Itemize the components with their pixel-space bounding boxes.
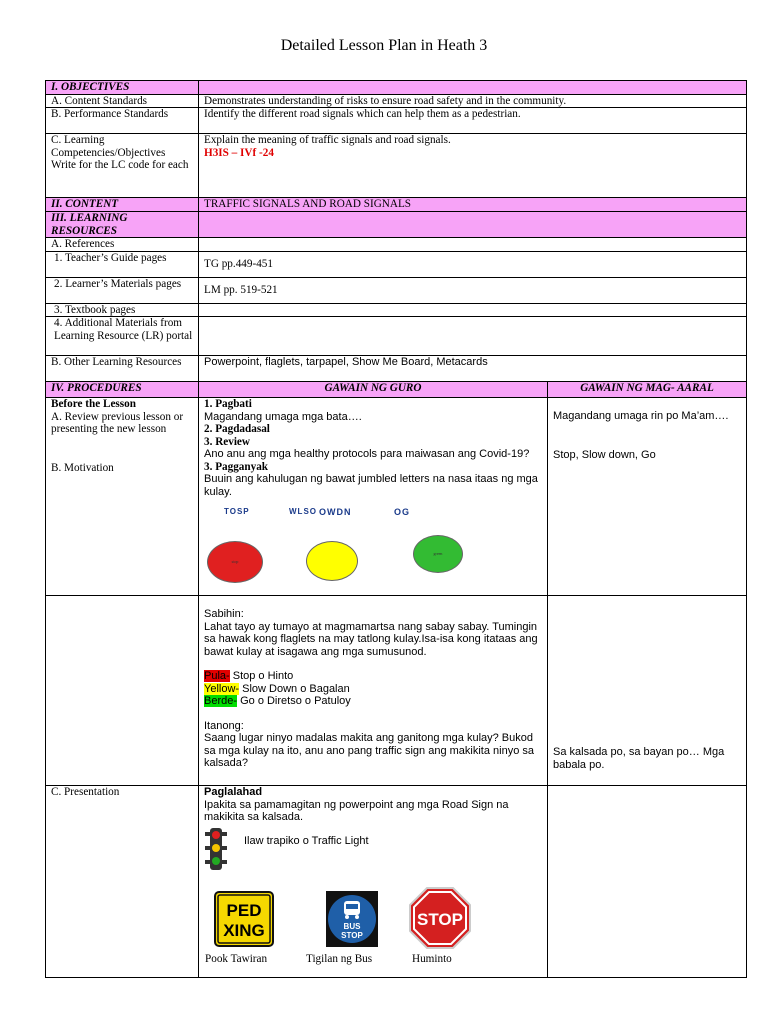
learners-materials-value: LM pp. 519-521 xyxy=(199,277,747,303)
lesson-plan-table xyxy=(45,80,747,978)
references-row xyxy=(46,238,747,252)
berde-meaning: Go o Diretso o Patuloy xyxy=(237,695,351,707)
sign-caption-1: Pook Tawiran xyxy=(205,952,268,965)
traffic-light-icon xyxy=(204,827,228,871)
performance-standards-label: B. Performance Standards xyxy=(46,108,199,134)
pagdadasal-heading: 2. Pagdadasal xyxy=(204,423,270,435)
competencies-value: Explain the meaning of traffic signals and road signals. xyxy=(204,134,451,146)
color-circles xyxy=(204,540,542,590)
sabihin-text: Lahat tayo ay tumayo at magmamartsa nang sabay sabay. Tumingin sa hawak kong flaglets na may tatlong kulay.Isa-isa kong itataas ang bawat kulay at isagawa ang mga sumusunod. xyxy=(204,620,538,658)
competency-code: H3IS – IVf -24 xyxy=(204,146,274,159)
bus-stop-sign-icon xyxy=(326,891,378,947)
student-answer: Stop, Slow down, Go xyxy=(553,448,656,461)
additional-materials-row xyxy=(46,317,747,356)
sabihin-row xyxy=(46,596,747,786)
content-standards-label: A. Content Standards xyxy=(46,94,199,108)
berde-line xyxy=(204,695,542,708)
paglalahad-heading: Paglalahad xyxy=(204,786,263,798)
performance-standards-row xyxy=(46,108,747,134)
content-standards-row xyxy=(46,94,747,108)
pula-highlight: Pula- xyxy=(204,670,230,682)
other-resources-label: B. Other Learning Resources xyxy=(46,356,199,382)
textbook-row xyxy=(46,303,747,317)
references-label: A. References xyxy=(46,238,199,252)
xing-sign-text: XING xyxy=(223,920,265,940)
textbook-value xyxy=(199,303,747,317)
resources-header-row xyxy=(46,212,747,238)
competencies-label: C. Learning Competencies/Objectives xyxy=(51,134,166,159)
content-value: TRAFFIC SIGNALS AND ROAD SIGNALS xyxy=(199,198,747,212)
competencies-label-2: Write for the LC code for each xyxy=(51,159,189,171)
paglalahad-text: Ipakita sa pamamagitan ng powerpoint ang mga Road Sign na makikita sa kalsada. xyxy=(204,798,509,823)
traffic-light-caption: Ilaw trapiko o Traffic Light xyxy=(244,834,369,847)
pagganyak-text: Buuin ang kahulugan ng bawat jumbled letters na nasa itaas ng mga kulay. xyxy=(204,473,538,498)
road-signs xyxy=(204,891,542,966)
yellow-highlight: Yellow- xyxy=(204,682,240,695)
student-activity-header: GAWAIN NG MAG- AARAL xyxy=(548,382,747,398)
yellow-circle xyxy=(306,541,358,581)
additional-materials-label: 4. Additional Materials from Learning Resource (LR) portal xyxy=(46,317,199,356)
pagbati-heading: 1. Pagbati xyxy=(204,398,252,410)
yellow-line xyxy=(204,683,542,696)
traffic-light-block xyxy=(204,827,542,871)
stop-sign-icon xyxy=(408,886,472,950)
teacher-activity-header: GAWAIN NG GURO xyxy=(199,382,548,398)
jumbled-word-2: WLSO xyxy=(289,507,317,516)
other-resources-value: Powerpoint, flaglets, tarpapel, Show Me Board, Metacards xyxy=(199,356,747,382)
bus-sign-text: BUS xyxy=(343,921,361,931)
student-greeting: Magandang umaga rin po Ma’am…. xyxy=(553,410,729,422)
student-answer-2: Sa kalsada po, sa bayan po… Mga babala po. xyxy=(553,746,725,771)
jumbled-word-3: OWDN xyxy=(319,507,352,517)
learners-materials-label: 2. Learner’s Materials pages xyxy=(46,277,199,303)
textbook-label: 3. Textbook pages xyxy=(46,303,199,317)
motivation-label: B. Motivation xyxy=(51,461,114,474)
jumbled-words xyxy=(204,506,542,520)
pagbati-text: Magandang umaga mga bata…. xyxy=(204,410,362,423)
page-title: Detailed Lesson Plan in Heath 3 xyxy=(280,37,488,54)
pagganyak-heading: 3. Pagganyak xyxy=(204,460,269,473)
procedures-header: IV. PROCEDURES xyxy=(46,382,199,398)
itanong-text: Saang lugar ninyo madalas makita ang ganitong mga kulay? Bukod sa mga kulay na ito, anu ano pang traffic sign ang makikita ninyo sa kalsada? xyxy=(204,732,534,769)
pula-line xyxy=(204,670,542,683)
teachers-guide-label: 1. Teacher’s Guide pages xyxy=(46,251,199,277)
review-text: Ano anu ang mga healthy protocols para maiwasan ang Covid-19? xyxy=(204,448,530,460)
before-lesson-row xyxy=(46,398,747,596)
ped-sign-text: PED xyxy=(226,900,262,920)
teachers-guide-value: TG pp.449-451 xyxy=(199,251,747,277)
objectives-header-row xyxy=(46,81,747,95)
berde-highlight: Berde- xyxy=(204,695,238,707)
yellow-meaning: Slow Down o Bagalan xyxy=(239,682,350,695)
presentation-label: C. Presentation xyxy=(46,786,199,978)
ped-xing-sign-icon xyxy=(214,891,274,947)
additional-materials-value xyxy=(199,317,747,356)
content-standards-value: Demonstrates understanding of risks to ensure road safety and in the community. xyxy=(199,94,747,108)
review-label: A. Review previous lesson or presenting the new lesson xyxy=(51,410,184,435)
competencies-row xyxy=(46,134,747,198)
bus-stop-sign-text: STOP xyxy=(341,930,363,940)
performance-standards-value: Identify the different road signals which can help them as a pedestrian. xyxy=(199,108,747,134)
green-circle: green xyxy=(413,535,463,573)
sign-caption-2: Tigilan ng Bus xyxy=(306,952,373,965)
red-circle: stop xyxy=(207,541,263,583)
itanong-heading: Itanong: xyxy=(204,719,244,732)
pula-meaning: Stop o Hinto xyxy=(229,670,294,682)
objectives-header: I. OBJECTIVES xyxy=(46,81,199,95)
sign-caption-3: Huminto xyxy=(412,952,452,965)
stop-sign-text: STOP xyxy=(417,909,463,929)
content-header: II. CONTENT xyxy=(46,198,199,212)
other-resources-row xyxy=(46,356,747,382)
content-row xyxy=(46,198,747,212)
resources-header: III. LEARNING RESOURCES xyxy=(46,212,199,238)
jumbled-word-4: OG xyxy=(394,507,411,517)
review-heading: 3. Review xyxy=(204,435,250,448)
learners-materials-row xyxy=(46,277,747,303)
jumbled-word-1: TOSP xyxy=(224,507,250,516)
teachers-guide-row xyxy=(46,251,747,277)
before-lesson-label: Before the Lesson xyxy=(51,398,136,410)
sabihin-heading: Sabihin: xyxy=(204,608,244,620)
procedures-header-row xyxy=(46,382,747,398)
presentation-row xyxy=(46,786,747,978)
